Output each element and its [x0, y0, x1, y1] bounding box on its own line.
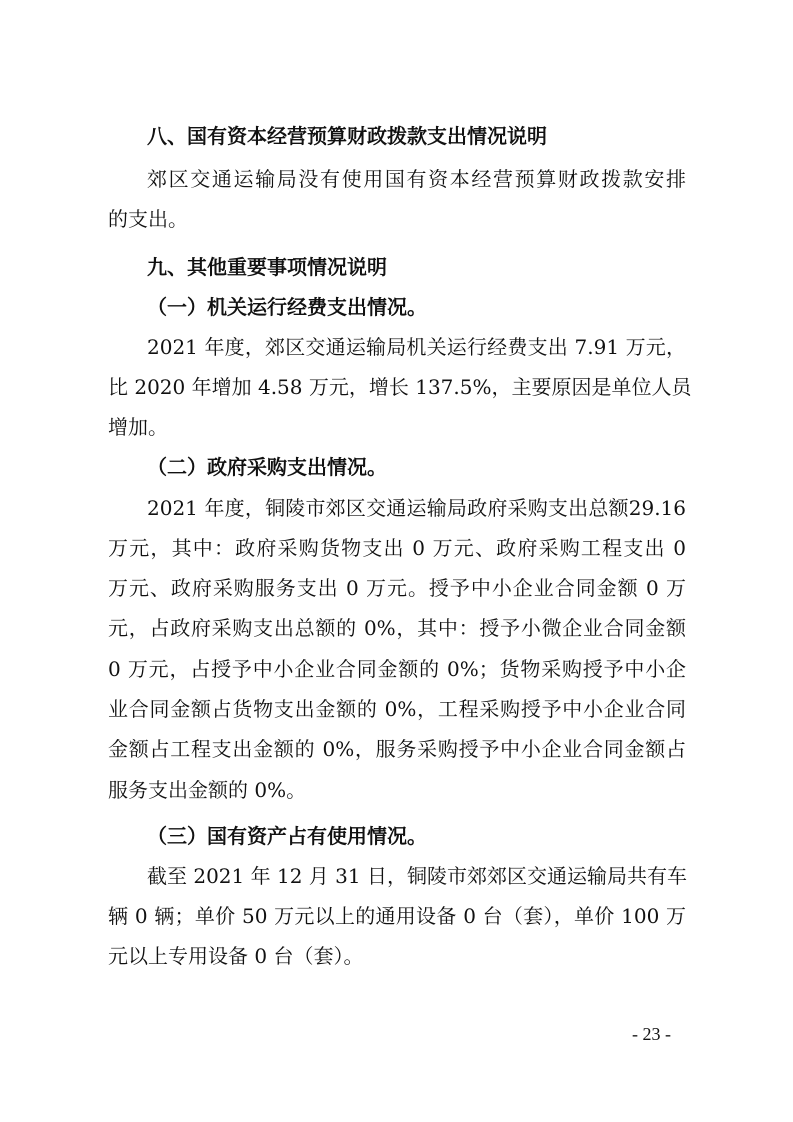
subsection-3-line-1: 截至 2021 年 12 月 31 日，铜陵市郊郊区交通运输局共有车 [147, 864, 687, 888]
subsection-2-title: （二）政府采购支出情况。 [147, 455, 387, 479]
subsection-3-line-2: 辆 0 辆；单价 50 万元以上的通用设备 0 台（套），单价 100 万 [108, 904, 686, 928]
subsection-2-line-2: 万元，其中：政府采购货物支出 0 万元、政府采购工程支出 0 [108, 536, 686, 560]
section-8-line-1: 郊区交通运输局没有使用国有资本经营预算财政拨款安排 [147, 167, 686, 191]
subsection-1-title: （一）机关运行经费支出情况。 [147, 295, 427, 319]
subsection-2-line-4: 元，占政府采购支出总额的 0%，其中：授予小微企业合同金额 [108, 616, 686, 640]
subsection-2-line-7: 金额占工程支出金额的 0%，服务采购授予中小企业合同金额占 [108, 737, 686, 761]
subsection-1-line-1: 2021 年度，郊区交通运输局机关运行经费支出 7.91 万元， [147, 335, 686, 359]
section-9-heading: 九、其他重要事项情况说明 [147, 255, 387, 279]
subsection-2-line-6: 业合同金额占货物支出金额的 0%，工程采购授予中小企业合同 [108, 697, 686, 721]
section-8-line-2: 的支出。 [108, 207, 188, 231]
subsection-1-line-2: 比 2020 年增加 4.58 万元，增长 137.5%，主要原因是单位人员 [108, 375, 692, 399]
subsection-3-line-3: 元以上专用设备 0 台（套）。 [108, 944, 364, 968]
page-number: - 23 - [632, 1024, 671, 1044]
section-8-heading: 八、国有资本经营预算财政拨款支出情况说明 [147, 124, 547, 148]
subsection-2-line-1: 2021 年度，铜陵市郊区交通运输局政府采购支出总额29.16 [147, 496, 686, 520]
subsection-2-line-5: 0 万元，占授予中小企业合同金额的 0%；货物采购授予中小企 [108, 657, 686, 681]
subsection-2-line-3: 万元、政府采购服务支出 0 万元。授予中小企业合同金额 0 万 [108, 576, 686, 600]
subsection-2-line-8: 服务支出金额的 0%。 [108, 778, 307, 802]
subsection-1-line-3: 增加。 [108, 415, 168, 439]
subsection-3-title: （三）国有资产占有使用情况。 [147, 824, 427, 848]
